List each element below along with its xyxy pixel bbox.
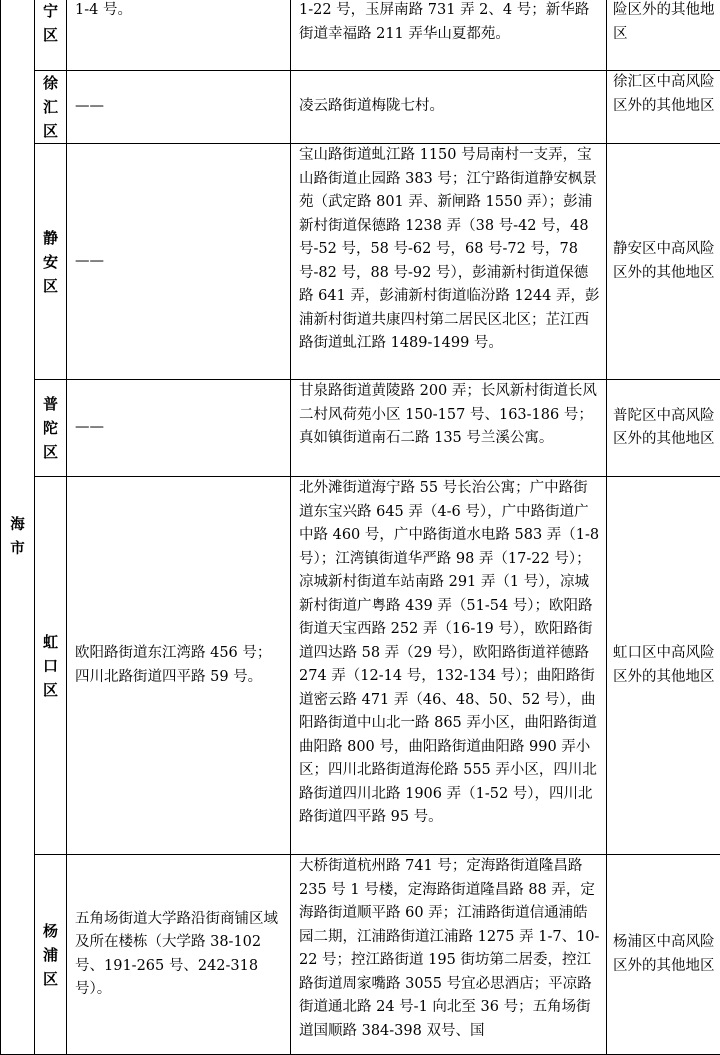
low-risk-cell: 虹口区中高风险区外的其他地区	[607, 477, 720, 855]
low-risk-cell: 普陀区中高风险区外的其他地区	[607, 380, 720, 477]
city-char: 市	[1, 537, 34, 561]
mid-risk-cell: 北外滩街道海宁路 55 号长治公寓；广中路街道东宝兴路 645 弄（4-6 号），广中路街道广中路 460 号，广中路街道水电路 583 弄（1-8 号）；江湾镇街道华严路 98 弄（17-22 号）；凉城新村街道车站南路 291 弄（1 号），凉城新村街道广粤路 439 弄（51-54 号）；欧阳路街道天宝西路 252 弄（16-19 号），欧阳路街道四达路 58 弄（29 号），欧阳路街道祥德路 274 弄（12-14 号，132-134 号）；曲阳路街道密云路 471 弄（46、48、50、52 号），曲阳路街道中山北一路 865 弄小区，曲阳路街道曲阳路 800 号，曲阳路街道曲阳路 990 弄小区；四川北路街道海伦路 555 弄小区，四川北路街道四川北路 1906 弄（1-52 号），四川北路街道四平路 95 号。	[291, 477, 607, 855]
district-char: 区	[35, 119, 66, 143]
mid-risk-cell: 1-22 号，玉屏南路 731 弄 2、4 号；新华路街道幸福路 211 弄华山夏都苑。	[291, 0, 607, 71]
table-row	[1, 0, 720, 71]
table-row	[1, 71, 720, 144]
district-char: 静	[35, 226, 66, 250]
low-risk-cell: 徐汇区中高风险区外的其他地区	[607, 71, 720, 144]
table-row	[1, 855, 720, 1055]
mid-risk-cell: 凌云路街道梅陇七村。	[291, 71, 607, 144]
mid-risk-cell: 甘泉路街道黄陵路 200 弄；长风新村街道长风二村风荷苑小区 150-157 号、163-186 号；真如镇街道南石二路 135 号兰溪公寓。	[291, 380, 607, 477]
mid-risk-cell: 宝山路街道虬江路 1150 号局南村一支弄，宝山路街道止园路 383 号；江宁路街道静安枫景苑（武定路 801 弄、新闸路 1550 弄）；彭浦新村街道保德路 1238 弄（38 号-42 号，48 号-52 号，58 号-62 号，68 号-72 号，78 号-82 号，88 号-92 号），彭浦新村街道保德路 641 弄，彭浦新村街道临汾路 1244 弄，彭浦新村街道共康四村第二居民区北区；芷江西路街道虬江路 1489-1499 号。	[291, 144, 607, 380]
district-char: 陀	[35, 416, 66, 440]
table-row	[1, 144, 720, 380]
table-row	[1, 380, 720, 477]
district-char: 浦	[35, 943, 66, 967]
district-char: 区	[35, 678, 66, 702]
high-risk-cell: ——	[67, 380, 291, 477]
district-char: 宁	[35, 0, 66, 23]
high-risk-cell: ——	[67, 144, 291, 380]
table-row	[1, 477, 720, 855]
low-risk-cell: 险区外的其他地区	[607, 0, 720, 71]
district-char: 口	[35, 654, 66, 678]
high-risk-cell: 欧阳路街道东江湾路 456 号；四川北路街道四平路 59 号。	[67, 477, 291, 855]
mid-risk-cell: 大桥街道杭州路 741 号；定海路街道隆昌路 235 号 1 号楼，定海路街道隆昌路 88 弄，定海路街道顺平路 60 弄；江浦路街道信通浦皓园二期，江浦路街道江浦路 1275 弄 1-7、10-22 号；控江路街道 195 街坊第二居委，控江路街道周家嘴路 3055 号宜必思酒店；平凉路街道通北路 24 号-1 向北至 36 号；五角场街道国顺路 384-398 双号、国	[291, 855, 607, 1055]
district-char: 杨	[35, 919, 66, 943]
high-risk-cell: ——	[67, 71, 291, 144]
low-risk-cell: 静安区中高风险区外的其他地区	[607, 144, 720, 380]
district-char: 虹	[35, 630, 66, 654]
low-risk-cell: 杨浦区中高风险区外的其他地区	[607, 855, 720, 1055]
district-cell	[35, 0, 67, 71]
district-char: 区	[35, 274, 66, 298]
district-cell	[35, 71, 67, 144]
district-char: 区	[35, 967, 66, 991]
district-char: 徐	[35, 71, 66, 95]
district-cell	[35, 380, 67, 477]
district-char: 普	[35, 392, 66, 416]
high-risk-cell: 1-4 号。	[67, 0, 291, 71]
district-char: 区	[35, 440, 66, 464]
district-char: 汇	[35, 95, 66, 119]
city-char: 海	[1, 513, 34, 537]
city-cell	[1, 0, 35, 1055]
district-cell	[35, 855, 67, 1055]
district-cell	[35, 477, 67, 855]
district-char: 安	[35, 250, 66, 274]
high-risk-cell: 五角场街道大学路沿街商铺区域及所在楼栋（大学路 38-102 号、191-265 号、242-318 号）。	[67, 855, 291, 1055]
district-char: 区	[35, 23, 66, 47]
district-cell	[35, 144, 67, 380]
